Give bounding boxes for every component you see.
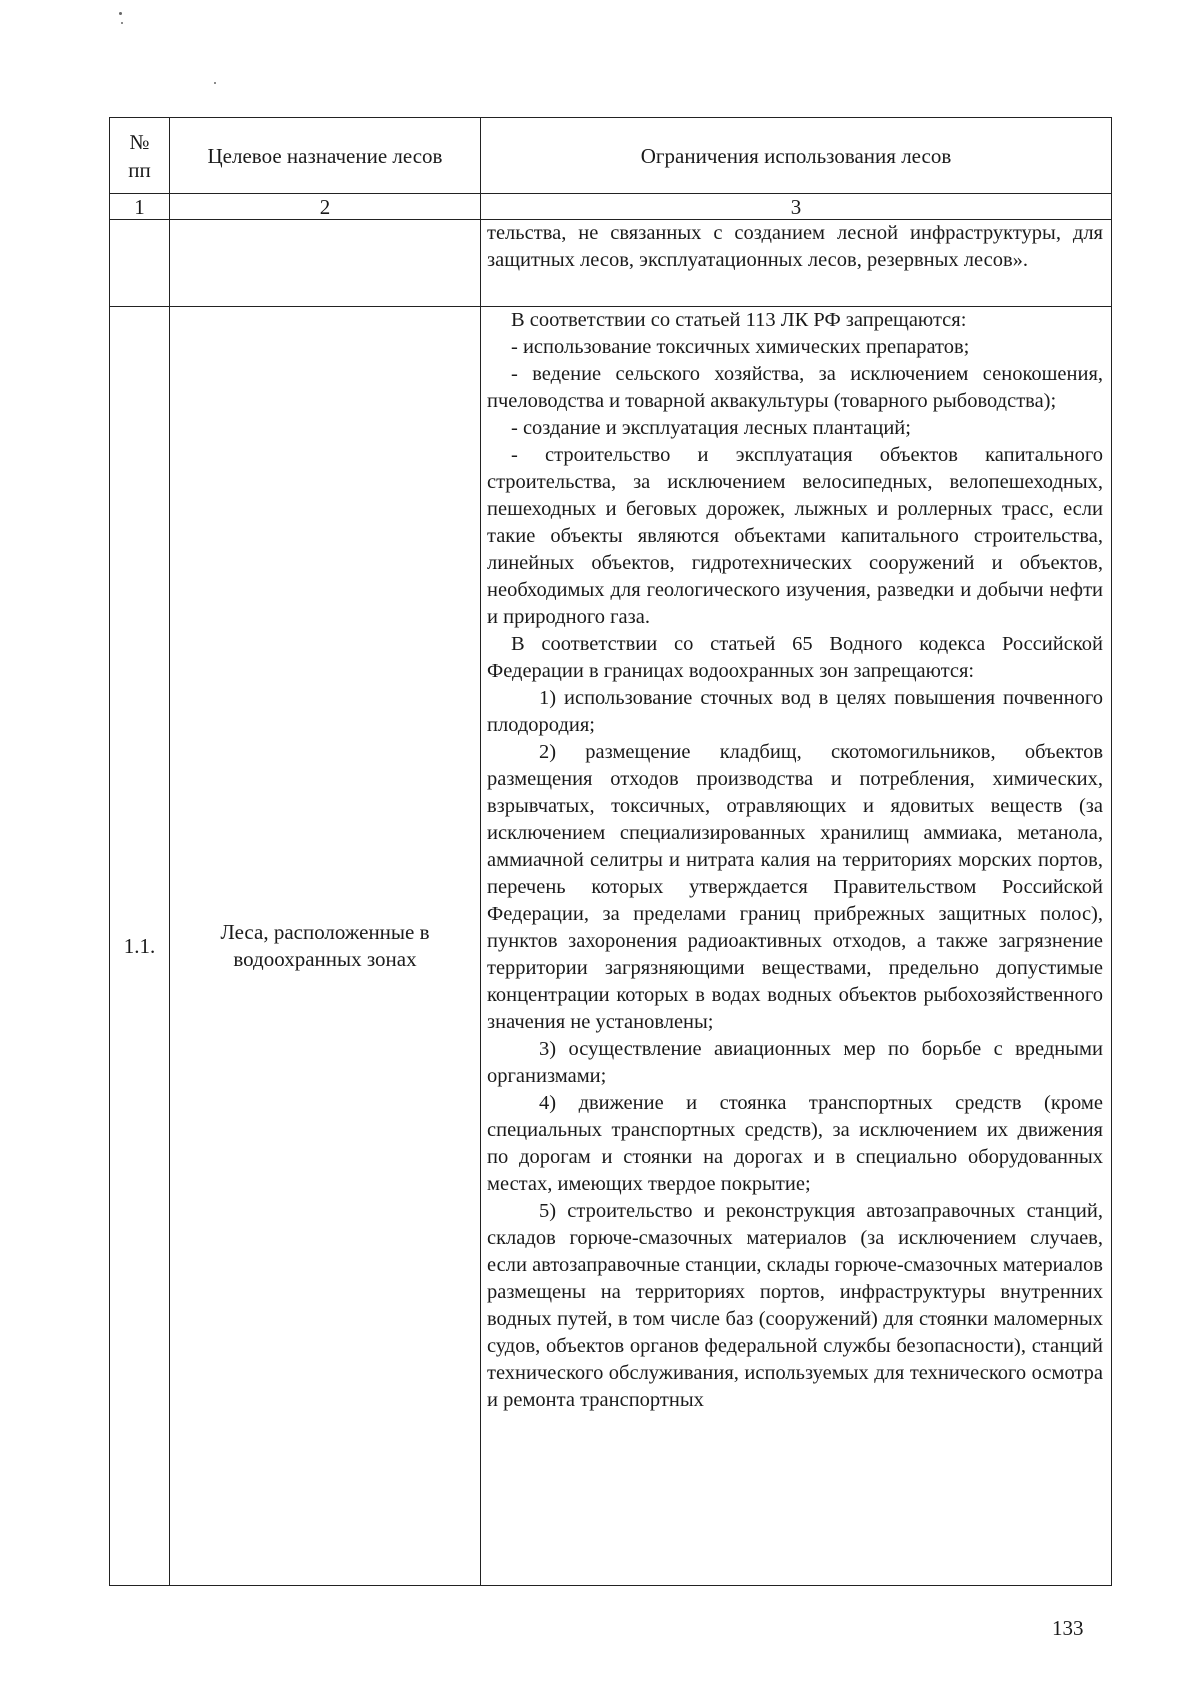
column-number-1: 1 [110, 194, 170, 220]
continuation-text-cell [481, 220, 1112, 307]
header-number-abbr: пп [128, 157, 151, 182]
table-header-row [110, 118, 1112, 194]
row-purpose-line: Леса, расположенные в [220, 920, 430, 944]
restriction-paragraph: В соответствии со статьей 65 Водного кодекса Российской Федерации в границах водоохранных зон запрещаются: [487, 633, 1103, 682]
restriction-paragraph: - создание и эксплуатация лесных плантаций; [511, 417, 911, 439]
restriction-paragraph: - строительство и эксплуатация объектов капитального строительства, за исключением велосипедных, велопешеходных, пешеходных и беговых дорожек, лыжных и роллерных трасс, если такие объекты являются объектами капитального строительства, линейных объектов, гидротехнических сооружений и объектов, необходимых для геологического изучения, разведки и добычи нефти и природного газа. [487, 444, 1103, 628]
row-number-cell: 1.1. [110, 307, 170, 1586]
header-number-symbol: № [129, 129, 150, 154]
row-purpose-line: водоохранных зонах [233, 947, 417, 971]
header-restrictions-cell: Ограничения использования лесов [481, 118, 1112, 194]
column-number-2: 2 [170, 194, 481, 220]
restriction-paragraph: 2) размещение кладбищ, скотомогильников, объектов размещения отходов производства и потребления, химических, взрывчатых, токсичных, отравляющих и ядовитых веществ (за исключением специализированных хранилищ аммиака, метанола, аммиачной селитры и нитрата калия на территориях морских портов, перечень которых утверждается Правительством Российской Федерации, за пределами границ прибрежных защитных полос), пунктов захоронения радиоактивных отходов, а также загрязнение территории загрязняющими веществами, предельно допустимые концентрации которых в водах водных объектов рыбохозяйственного значения не установлены; [487, 741, 1103, 1033]
empty-cell [110, 220, 170, 307]
table-row [110, 220, 1112, 307]
column-number-3: 3 [481, 194, 1112, 220]
restriction-paragraph: В соответствии со статьей 113 ЛК РФ запрещаются: [511, 309, 967, 331]
restriction-paragraph: - ведение сельского хозяйства, за исключением сенокошения, пчеловодства и товарной аквакультуры (товарного рыбоводства); [487, 363, 1103, 412]
restriction-paragraph: 5) строительство и реконструкция автозаправочных станций, складов горюче-смазочных материалов (за исключением случаев, если автозаправочные станции, склады горюче-смазочных материалов размещены на территориях портов, инфраструктуры внутренних водных путей, в том числе баз (сооружений) для стоянки маломерных судов, объектов органов федеральной службы безопасности), станций технического обслуживания, используемых для технического осмотра и ремонта транспортных [487, 1200, 1103, 1411]
restriction-paragraph: 3) осуществление авиационных мер по борьбе с вредными организмами; [487, 1038, 1103, 1087]
restriction-paragraph: - использование токсичных химических препаратов; [511, 336, 970, 358]
scan-speck [119, 12, 122, 15]
row-restrictions-cell [481, 307, 1112, 1586]
page-number: 133 [1052, 1616, 1084, 1640]
header-number-cell [110, 118, 170, 194]
row-purpose-cell [170, 307, 481, 1586]
restriction-paragraph: 1) использование сточных вод в целях повышения почвенного плодородия; [487, 687, 1103, 736]
table-row [110, 307, 1112, 1586]
forest-restrictions-table [109, 117, 1112, 1586]
header-purpose-cell: Целевое назначение лесов [170, 118, 481, 194]
column-number-row [110, 194, 1112, 220]
scan-speck [121, 22, 123, 24]
restriction-paragraph: 4) движение и стоянка транспортных средств (кроме специальных транспортных средств), за исключением их движения по дорогам и стоянки на дорогах и в специально оборудованных местах, имеющих твердое покрытие; [487, 1092, 1103, 1195]
continuation-paragraph: тельства, не связанных с созданием лесной инфраструктуры, для защитных лесов, эксплуатационных лесов, резервных лесов». [487, 222, 1103, 271]
empty-cell [170, 220, 481, 307]
scan-speck [214, 82, 216, 84]
